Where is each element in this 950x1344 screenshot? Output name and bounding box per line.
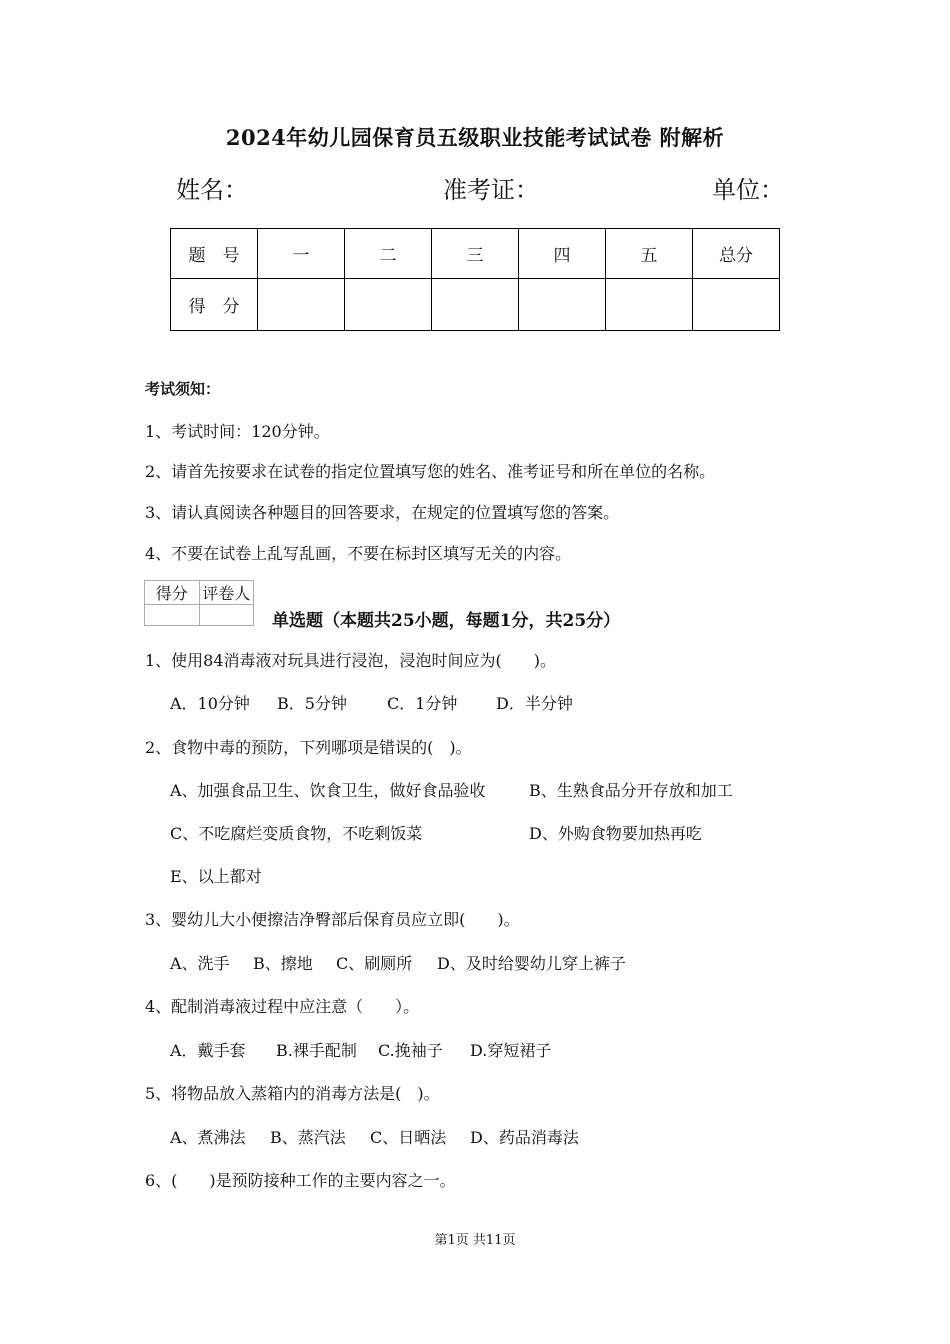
question-option: B.裸手配制 [276,1041,357,1060]
question-option: D.穿短裙子 [470,1041,552,1060]
question-stem: 1、使用84消毒液对玩具进行浸泡，浸泡时间应为( )。 [145,651,557,670]
question-option: C、不吃腐烂变质食物，不吃剩饭菜 [170,824,423,843]
note-item: 4、不要在试卷上乱写乱画，不要在标封区填写无关的内容。 [145,544,572,563]
score-header-cell: 五 [606,229,693,279]
score-cell[interactable] [432,279,519,331]
score-table-header-row [171,229,780,279]
grader-reviewer-cell[interactable] [199,605,254,626]
question-stem: 4、配制消毒液过程中应注意（ ）。 [145,997,420,1016]
grader-score-cell[interactable] [145,605,200,626]
question-option: D．半分钟 [496,694,573,713]
score-cell[interactable] [606,279,693,331]
section-title: 单选题（本题共25小题，每题1分，共25分） [272,611,621,631]
question-option: C．1分钟 [387,694,458,713]
score-cell[interactable] [258,279,345,331]
score-header-cell: 二 [345,229,432,279]
question-option: A．戴手套 [170,1041,246,1060]
question-option: A、煮沸法 [170,1128,246,1147]
score-cell[interactable] [693,279,780,331]
question-option: B、蒸汽法 [270,1128,346,1147]
name-label: 姓名： [176,176,248,204]
page-footer: 第1页 共11页 [434,1233,516,1248]
question-option: C.挽袖子 [378,1041,443,1060]
score-table-score-row [171,279,780,331]
note-item: 3、请认真阅读各种题目的回答要求，在规定的位置填写您的答案。 [145,503,620,522]
unit-label: 单位： [712,176,784,204]
score-cell[interactable] [345,279,432,331]
score-table [170,228,780,331]
question-stem: 5、将物品放入蒸箱内的消毒方法是( )。 [145,1084,440,1103]
note-item: 2、请首先按要求在试卷的指定位置填写您的姓名、准考证号和所在单位的名称。 [145,462,716,481]
question-option: D、及时给婴幼儿穿上裤子 [437,954,626,973]
question-stem: 2、食物中毒的预防，下列哪项是错误的( )。 [145,738,472,757]
question-option: A、洗手 [170,954,230,973]
grader-reviewer-label: 评卷人 [199,581,254,605]
score-header-cell: 四 [519,229,606,279]
question-stem: 3、婴幼儿大小便擦洁净臀部后保育员应立即( )。 [145,910,520,929]
question-option: B．5分钟 [277,694,347,713]
question-option: C、刷厕所 [336,954,413,973]
score-cell[interactable] [519,279,606,331]
score-row-label: 得 分 [171,279,258,331]
question-option: C、日晒法 [370,1128,447,1147]
question-option: B、擦地 [253,954,313,973]
page-title: 2024年幼儿园保育员五级职业技能考试试卷 附解析 [225,125,725,150]
exam-id-label: 准考证： [443,176,539,204]
score-header-cell: 题 号 [171,229,258,279]
question-option: D、药品消毒法 [470,1128,579,1147]
grader-box [144,580,254,626]
notes-heading: 考试须知： [145,380,221,398]
question-option: A．10分钟 [170,694,250,713]
question-option: A、加强食品卫生、饮食卫生，做好食品验收 [170,781,486,800]
score-header-cell: 一 [258,229,345,279]
note-item: 1、考试时间：120分钟。 [145,422,330,441]
question-option: E、以上都对 [170,867,262,886]
grader-score-label: 得分 [145,581,200,605]
question-option: B、生熟食品分开存放和加工 [529,781,733,800]
question-stem: 6、( )是预防接种工作的主要内容之一。 [145,1171,456,1190]
score-header-cell: 总分 [693,229,780,279]
score-header-cell: 三 [432,229,519,279]
question-option: D、外购食物要加热再吃 [529,824,702,843]
